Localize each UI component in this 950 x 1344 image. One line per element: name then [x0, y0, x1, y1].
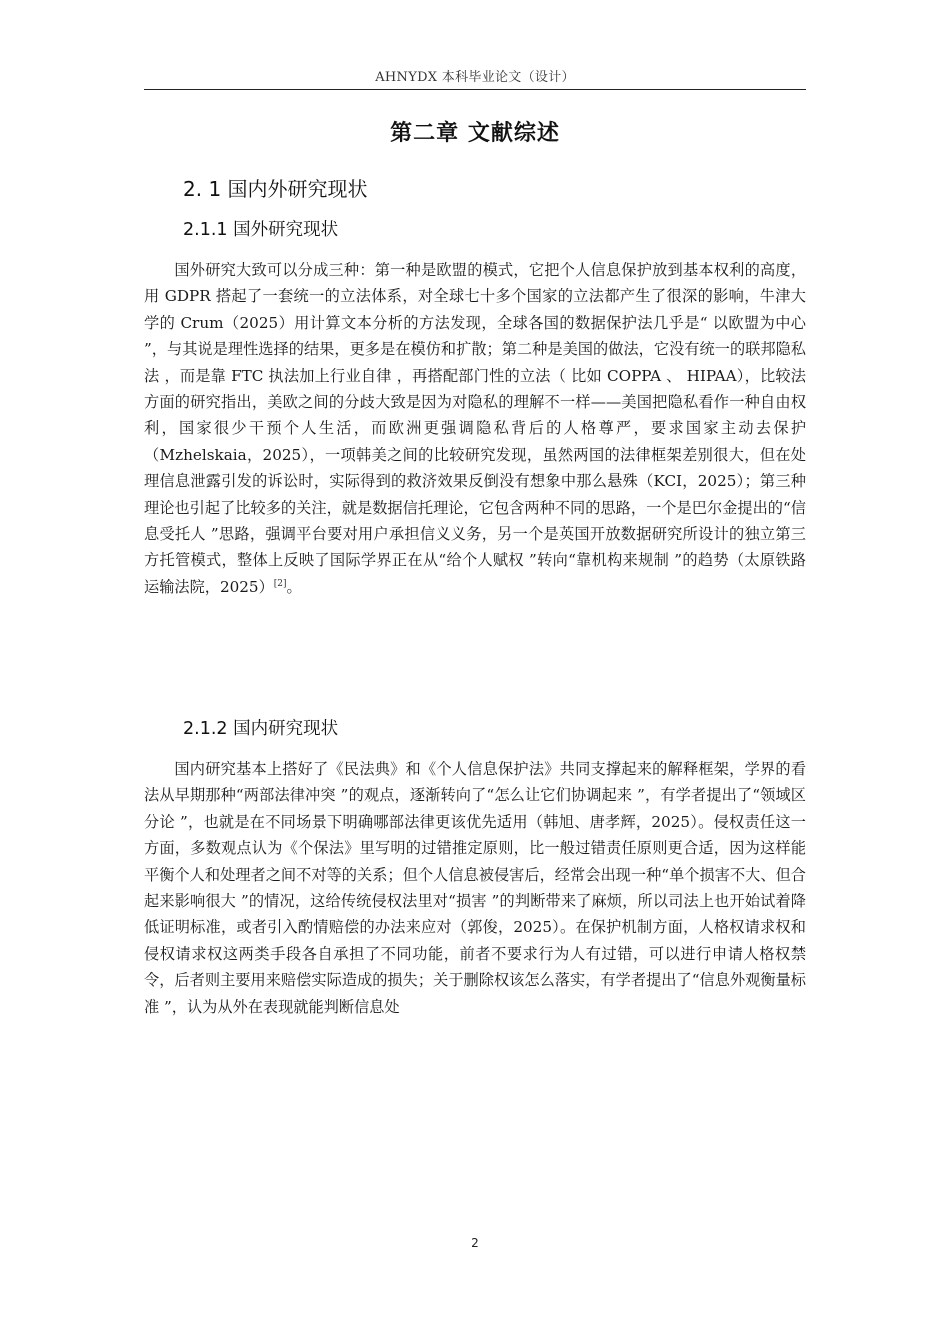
chapter-title: 第二章 文献综述 [390, 121, 560, 146]
subsection-heading-domestic: 2.1.2 国内研究现状 [183, 719, 339, 739]
paragraph-foreign-tail: 。 [286, 577, 302, 596]
section-heading: 2. 1 国内外研究现状 [183, 177, 368, 201]
citation-ref[interactable]: [2] [273, 578, 287, 589]
page-number: 2 [471, 1236, 479, 1250]
header-rule [144, 89, 806, 90]
running-header: AHNYDX 本科毕业论文（设计） [375, 70, 575, 85]
paragraph-domestic-research [144, 756, 806, 1020]
paragraph-domestic-text: 国内研究基本上搭好了《民法典》和《个人信息保护法》共同支撑起来的解释框架，学界的看法从早期那种“两部法律冲突 ”的观点，逐渐转向了“怎么让它们协调起来 ”，有学者提出了“领域区分论 ”，也就是在不同场景下明确哪部法律更该优先适用（韩旭、唐孝辉，2025）。侵权责任这一方面，多数观点认为《个保法》里写明的过错推定原则，比一般过错责任原则更合适，因为这样能平衡个人和处理者之间不对等的关系；但个人信息被侵害后，经常会出现一种“单个损害不大、但合起来影响很大 ”的情况，这给传统侵权法里对“损害 ”的判断带来了麻烦，所以司法上也开始试着降低证明标准，或者引入酌情赔偿的办法来应对（郭俊，2025）。在保护机制方面，人格权请求权和侵权请求权这两类手段各自承担了不同功能，前者不要求行为人有过错，可以进行申请人格权禁令，后者则主要用来赔偿实际造成的损失；关于删除权该怎么落实，有学者提出了“信息外观衡量标准 ”，认为从外在表现就能判断信息处 [144, 760, 806, 1016]
paragraph-foreign-research [144, 257, 806, 600]
paragraph-foreign-text: 国外研究大致可以分成三种：第一种是欧盟的模式，它把个人信息保护放到基本权利的高度，用 GDPR 搭起了一套统一的立法体系，对全球七十多个国家的立法都产生了很深的影响，牛津大学的 Crum（2025）用计算文本分析的方法发现，全球各国的数据保护法几乎是“ 以欧盟为中心 ”，与其说是理性选择的结果，更多是在模仿和扩散；第二种是美国的做法，它没有统一的联邦隐私法 ，而是靠 FTC 执法加上行业自律 ，再搭配部门性的立法（ 比如 COPPA 、 HIPAA），比较法方面的研究指出，美欧之间的分歧大致是因为对隐私的理解不一样——美国把隐私看作一种自由权利，国家很少干预个人生活，而欧洲更强调隐私背后的人格尊严，要求国家主动去保护（Mzhelskaia，2025），一项韩美之间的比较研究发现，虽然两国的法律框架差别很大，但在处理信息泄露引发的诉讼时，实际得到的救济效果反倒没有想象中那么悬殊（KCI，2025）；第三种理论也引起了比较多的关注，就是数据信托理论，它包含两种不同的思路，一个是巴尔金提出的“信息受托人 ”思路，强调平台要对用户承担信义义务，另一个是英国开放数据研究所设计的独立第三方托管模式，整体上反映了国际学界正在从“给个人赋权 ”转向“靠机构来规制 ”的趋势（太原铁路运输法院，2025） [144, 261, 806, 596]
subsection-heading-foreign: 2.1.1 国外研究现状 [183, 220, 339, 240]
